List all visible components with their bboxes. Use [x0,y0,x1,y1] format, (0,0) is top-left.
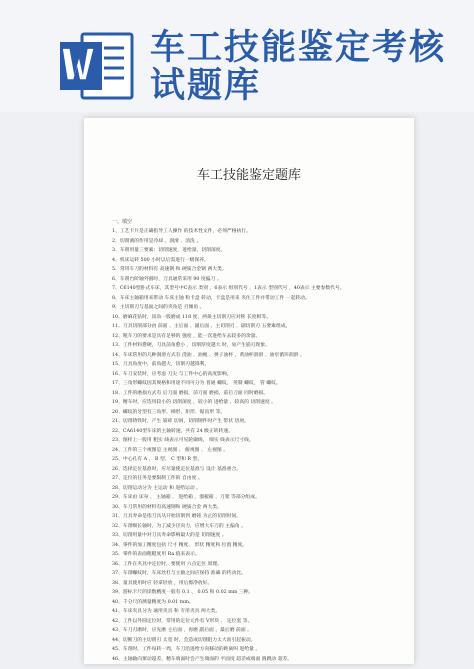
question-line: 1、工艺卡片是正确指导工人操作 的技术性文件，必须严格执行。 [112,229,251,234]
question-line: 3、车削用量三要素：切削速度，进给量，切削深度。 [112,248,226,253]
question-line: 6、车削台阶轴外圆时，刀具通常采用 90 度偏刀 。 [112,276,222,282]
question-line: 42、工件以外圆定位时，常用的定位元件有 V形块 、 定位套 等。 [112,618,253,624]
page-title-line-2: 试题库 [150,66,262,106]
question-line: 28、切削运动分为 主运动 和 进给运动 。 [112,485,201,491]
question-line: 39、游标卡尺的读数精度一般有 0.1 、 0.05 和 0.02 mm 三种。 [112,590,254,595]
question-line: 37、车削螺纹时，车床丝杠与主轴之间应保持 准确 的传动比。 [112,571,246,576]
question-line: 29、车床由 床身 、 主轴箱 、 进给箱 、溜板箱 、刀架 等部分组成。 [112,495,260,500]
document-title: 车工技能鉴定题库 [196,168,301,183]
question-line: 32、车削细长轴时，为了减少径向力，应增大车刀的 主偏角 。 [112,523,246,529]
question-line: 22、CA6140型车床的主轴转速，共有 24 级正转转速。 [112,428,233,434]
question-line: 34、零件的加工精度包括 尺寸 精度、 形状 精度和 位置 精度。 [112,542,248,548]
question-line: 33、切削用量中对刀具寿命影响最大的是 切削速度 。 [112,533,227,538]
question-line: 2、切削液的作用是冷却 、润滑 、清洗 。 [112,238,202,244]
question-line: 12、粗车刀的要求是具有足够的 强度 ，能一次进给车去较多的余量。 [112,333,261,339]
question-line: 8、车床主轴箱用来带动 车床主轴 和卡盘 转动，卡盘是用来 夹住工件并带动工件 一起转动。 [112,295,310,301]
question-line: 43、车刀刃磨时，应先磨 主后面 ，再磨 副后面 ，最后磨 前面 。 [112,628,252,633]
question-line: 17、三角形螺纹因其规格和用途不同可分为 普通 螺纹， 英制 螺纹， 管 螺纹。 [112,381,281,386]
question-line: 35、零件的表面粗糙度用 Ra 值来表示。 [112,552,200,557]
question-line: 38、量具使用时应 轻拿轻放 ，用后擦净放好。 [112,580,213,586]
question-line: 26、选择定位基准时，应尽量使定位基准与 设计 基准重合。 [112,466,242,472]
question-line: 24、工件的三个视图是 主视图 、 俯视图 、 左视图 。 [112,447,228,453]
question-line: 45、车削时，工件每转一周，车刀沿进给方向移动的距离叫 进给量 。 [112,647,261,652]
question-line: 5、常用车刀的材料有 高速钢 和 硬质合金钢 两大类。 [112,267,227,272]
question-line: 21、切削铸铁时，产生 崩碎 切屑，切削钢件时产生 带状 切屑。 [112,419,249,424]
question-line: 31、刀具寿命是指刀具从开始切削到 磨钝 为止的切削时间。 [112,514,242,519]
page-title-line-1: 车工技能鉴定考核 [150,28,447,68]
word-document-icon [58,30,136,102]
section-heading: 一、填空 [112,219,133,225]
question-line: 14、车床常用的几种润滑方式有 浇油 、油绳 、弹子油杯 ，黄油杯润滑 、油泵循环润滑 。 [112,352,305,358]
document-page [84,118,414,664]
question-line: 23、图样上一般用 粗实 线表示可见轮廓线， 细实 线表示尺寸线。 [112,438,254,443]
question-line: 15、刀具角度中，前角越大，切削刃越锋利。 [112,362,210,367]
question-line: 19、精车时，应选用较小的 切削深度 ，较小的 进给量 ，较高的 切削速度 。 [112,400,276,405]
question-line: 20、螺纹的牙型有三角形、梯形、矩形、锯齿形 等。 [112,409,226,415]
question-line: 30、车刀常用的材料有高速钢和 硬质合金 两大类。 [112,504,222,510]
question-line: 40、千分尺的测量精度为 0.01 mm。 [112,599,194,605]
banner [0,0,474,112]
question-line: 27、定位的任务是要限制工件的 自由度 。 [112,476,203,481]
question-line: 25、中心孔有 A 、 B 型、 C 型和 R 型。 [112,457,203,462]
question-list [112,227,398,664]
question-line: 41、车床夹具分为 通用夹具 和 专用夹具 两大类。 [112,609,221,614]
question-line: 11、刀具切削部分由 前面 、主后面 、副后面 、主切削刃 、副切削刃 五要素组成。 [112,324,291,329]
question-line: 13、工件材料愈硬，刀具前角愈小 ，切削厚度越大 时，易产生崩刃现象。 [112,343,270,348]
question-line: 46、主轴轴向窜动超差，精车端面时会产生端面的 平面度 超差或端面 圆跳动 超差。 [112,656,293,662]
question-line: 10、磨麻花钻时，顶角一般磨成 118 度，两条主切削刃应对称 长度相等。 [112,314,271,320]
question-line: 44、切断刀的主切削刃 太宽 时，会造成切削阻力太大而引起振动。 [112,637,256,643]
question-line: 9、主切削刃与基面之间的夹角是 刃倾角 。 [112,305,205,310]
question-line: 4、机床运转 500 小时以后需进行一级保养。 [112,257,209,263]
question-line: 18、工件的磨损方式有 后刀面 磨损，前刀面 磨损，前后刀面 同时磨损。 [112,390,269,396]
question-line: 7、C6140型卧式车床，其型号中C表示 类别 ，6表示 组别代号 ，1表示 型别代号 ，40表示 主要参数代号。 [112,286,345,291]
question-line: 36、工件在夹具中定位时，要使用 六点定位 原理。 [112,561,222,567]
question-line: 16、车刀安装时，应考虑 刀尖 与工件中心的高度影响。 [112,371,232,377]
